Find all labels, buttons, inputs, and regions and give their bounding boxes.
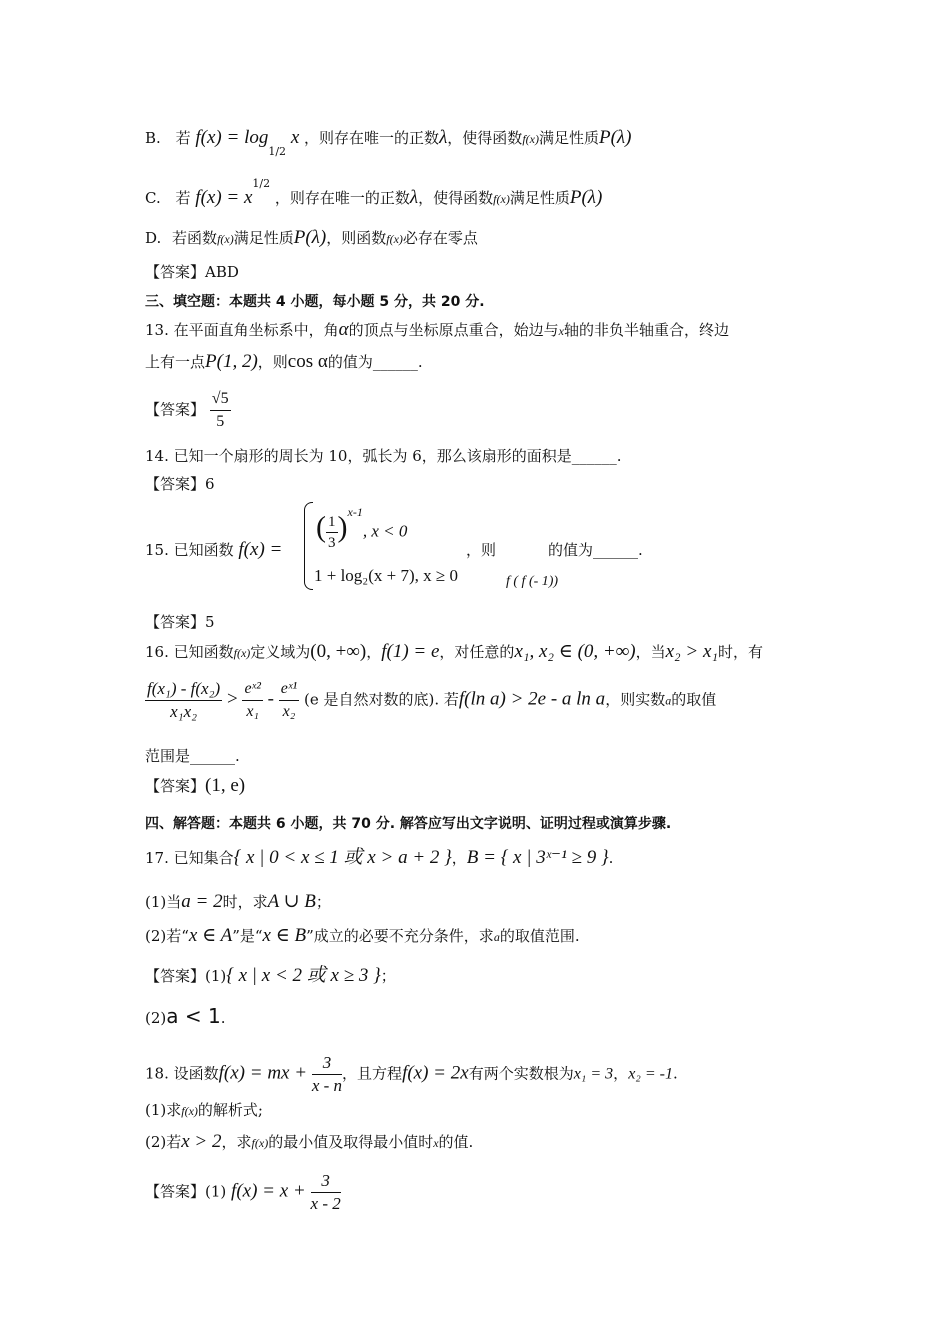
answer-18	[145, 1170, 341, 1215]
text: 满足性质	[233, 229, 294, 247]
text: 的顶点与坐标原点重合，始边与	[348, 321, 559, 339]
text: ，则	[466, 541, 497, 559]
option-b	[145, 127, 632, 158]
answer-15	[145, 612, 215, 632]
fraction-denominator: x₂	[282, 703, 296, 720]
answer-value: 5	[205, 613, 215, 631]
math-cos: cos α	[287, 351, 328, 372]
answer-value: (1, e)	[205, 775, 246, 796]
math-x-in-a: x ∈ A	[188, 925, 233, 946]
piecewise-case-1: ( $\frac{1}{3}$ )$^{x-1}$, x < 0	[316, 504, 408, 551]
text: 满足性质	[509, 189, 570, 207]
text: ”成立的必要不充分条件，求	[306, 927, 494, 945]
text: ，使得函数	[418, 189, 494, 207]
math-ineq: x₂ > x₁	[665, 641, 719, 662]
text: 的取值范围.	[499, 927, 580, 945]
answer-label: 【答案】	[145, 777, 206, 795]
math-domain: (0, +∞)	[310, 641, 367, 662]
answer-label: 【答案】	[145, 1182, 206, 1201]
fraction-numerator: eˣ¹	[279, 678, 299, 701]
fraction	[326, 512, 338, 553]
text: ，则存在唯一的正数	[274, 189, 410, 207]
text: ，则存在唯一的正数	[304, 129, 440, 147]
fraction-denominator: x₁x₂	[170, 702, 198, 721]
text: 上有一点	[145, 353, 206, 371]
math-fx: f(x) = mx +	[218, 1062, 308, 1084]
text: 若	[175, 189, 191, 207]
piecewise-case-2: 1 + log₂(x + 7), x ≥ 0	[314, 566, 458, 585]
math-x: x	[558, 324, 564, 338]
text: (1)	[205, 1182, 227, 1201]
text: ；	[380, 967, 396, 985]
math-condition: x > 2	[181, 1131, 222, 1152]
exponent: x-1	[347, 504, 363, 519]
math-fx: f(x)	[217, 232, 234, 246]
fraction-denominator: 5	[216, 413, 225, 430]
question-18	[145, 1052, 678, 1097]
text: ；	[315, 893, 331, 911]
answer-label: 【答案】	[145, 613, 206, 631]
text: (e 是自然对数的底). 若	[303, 690, 459, 709]
text: 15. 已知函数	[145, 541, 234, 559]
text: 的值为______.	[327, 353, 423, 371]
text: .	[608, 849, 614, 867]
math-root-2: x₂ = -1	[628, 1065, 673, 1083]
math-x12: x₁, x₂ ∈ (0, +∞)	[514, 641, 636, 662]
rhs-fraction-1	[242, 678, 262, 723]
answer-value: ABD	[205, 263, 239, 281]
math-f1: f(1) = e	[381, 641, 440, 662]
fraction-numerator: 1	[326, 512, 338, 533]
text: 的值.	[438, 1133, 474, 1151]
math-union: A ∪ B	[267, 891, 316, 912]
math-fx: f(x)	[251, 1136, 269, 1150]
math-power: f(x) = x	[195, 187, 253, 208]
section-3-heading: 三、填空题：本题共 4 小题，每小题 5 分，共 20 分.	[145, 294, 485, 310]
question-17-part-2	[145, 926, 580, 947]
question-13	[145, 320, 729, 341]
text: ，	[366, 643, 382, 661]
option-label: C.	[145, 189, 161, 207]
text: (1)求	[145, 1101, 182, 1119]
math-fx: f(x)	[233, 646, 251, 660]
answer-14	[145, 474, 215, 494]
math-x-in-b: x ∈ B	[262, 925, 307, 946]
text: ，则	[257, 353, 288, 371]
text: ，使得函数	[447, 129, 523, 147]
math-lambda: λ	[409, 187, 419, 208]
text: 13. 在平面直角坐标系中，角	[145, 321, 339, 339]
text: ，则函数	[326, 229, 387, 247]
fraction-numerator: √5	[210, 388, 231, 411]
fraction-numerator: 3	[311, 1170, 341, 1193]
question-15-tail	[466, 540, 643, 560]
question-13-cont	[145, 352, 423, 372]
lhs-fraction	[145, 678, 222, 723]
option-d	[145, 228, 478, 249]
math-log: f(x) = log	[195, 127, 269, 148]
math-fx: f(x)	[493, 192, 510, 206]
math-lambda: λ	[439, 127, 448, 148]
option-label: D.	[145, 229, 162, 247]
answer-12	[145, 262, 239, 282]
rhs-fraction-2	[279, 678, 299, 723]
text: (2)若	[145, 1133, 182, 1151]
math-root-1: x₁ = 3	[573, 1065, 614, 1083]
text: ，对任意的	[439, 643, 515, 661]
math-ff: f ( f (- 1))	[506, 574, 559, 589]
text: ，	[613, 1064, 629, 1083]
math-fx: f(x)	[386, 232, 403, 246]
text: 的解析式;	[197, 1101, 263, 1119]
question-18-part-2	[145, 1132, 473, 1153]
fraction	[312, 1052, 342, 1097]
text: 16. 已知函数	[145, 643, 234, 661]
answer-value: a < 1	[166, 1004, 221, 1028]
math-fx: f(x)	[522, 132, 539, 146]
text: 的取值	[671, 690, 717, 709]
text: 的值为______.	[548, 541, 643, 559]
answer-value: 6	[205, 475, 215, 493]
math-fx: f(x) = x +	[231, 1180, 306, 1202]
text: ”是“	[232, 927, 263, 945]
case-condition: , x < 0	[362, 521, 408, 541]
text: ，	[451, 849, 467, 867]
text: 轴的非负半轴重合，终边	[563, 321, 729, 339]
math-point: P(1, 2)	[205, 351, 258, 372]
fraction-denominator: x - n	[311, 1076, 343, 1095]
answer-fraction	[210, 388, 231, 433]
text: 18. 设函数	[145, 1064, 219, 1083]
fraction-numerator: f(x₁) - f(x₂)	[145, 678, 222, 701]
text: 时，有	[718, 643, 764, 661]
text: (1)	[205, 967, 227, 985]
math-x: x	[433, 1136, 439, 1150]
exponent: 1/2	[252, 177, 271, 190]
answer-17-1	[145, 966, 396, 986]
question-16-formula	[145, 678, 716, 723]
question-14: 14. 已知一个扇形的周长为 10，弧长为 6，那么该扇形的面积是______.	[145, 447, 622, 465]
log-base: 1/2	[268, 145, 287, 158]
answer-17-2	[145, 1006, 225, 1028]
fraction-denominator: 3	[328, 535, 336, 551]
question-17-part-1	[145, 892, 331, 912]
text: ，求	[221, 1133, 252, 1151]
answer-13	[145, 388, 231, 433]
text: (2)	[145, 1009, 167, 1027]
question-17	[145, 848, 613, 868]
math-a: a	[493, 930, 500, 944]
text: 若	[175, 129, 191, 147]
fraction	[311, 1170, 341, 1215]
option-c	[145, 177, 603, 209]
math-prop: P(λ)	[569, 187, 603, 208]
answer-label: 【答案】	[145, 475, 206, 493]
math-alpha: α	[338, 319, 349, 340]
math-fx: f(x)	[181, 1104, 198, 1118]
question-16-cont: 范围是______.	[145, 747, 240, 765]
math-prop: P(λ)	[293, 227, 327, 248]
math-var: x	[290, 127, 300, 148]
math-fx: f(x) =	[238, 539, 283, 560]
math-a-value: a = 2	[181, 891, 223, 912]
text: 时，求	[222, 893, 268, 911]
option-label: B.	[145, 129, 161, 147]
text: ，则实数	[605, 690, 666, 709]
question-18-part-1	[145, 1100, 263, 1121]
text: 定义域为	[250, 643, 311, 661]
answer-16	[145, 776, 245, 796]
math-gt: >	[226, 688, 238, 710]
text: (2)若“	[145, 927, 189, 945]
text: 若函数	[172, 229, 218, 247]
fraction-denominator: x₁	[246, 703, 259, 720]
section-4-heading: 四、解答题：本题共 6 小题，共 70 分. 解答应写出文字说明、证明过程或演算步骤.	[145, 816, 672, 832]
question-15	[145, 540, 282, 560]
fraction-numerator: eˣ²	[242, 678, 262, 701]
text: 有两个实数根为	[468, 1064, 574, 1083]
text: .	[220, 1009, 226, 1027]
text: ，当	[635, 643, 666, 661]
text: 必存在零点	[402, 229, 478, 247]
text: .	[672, 1064, 678, 1083]
answer-label: 【答案】	[145, 967, 206, 985]
math-minus: -	[267, 688, 274, 710]
math-prop: P(λ)	[598, 127, 632, 148]
math-set-a: { x | 0 < x ≤ 1 或 x > a + 2 }	[233, 847, 452, 868]
piecewise-brace	[304, 502, 313, 590]
answer-label: 【答案】	[145, 400, 206, 419]
answer-label: 【答案】	[145, 263, 206, 281]
text: (1)当	[145, 893, 182, 911]
math-condition: f(ln a) > 2e - a ln a	[458, 688, 606, 710]
question-16	[145, 642, 763, 663]
math-a: a	[665, 693, 672, 708]
fraction-denominator: x - 2	[310, 1194, 341, 1213]
math-set-b: B = { x | 3ˣ⁻¹ ≥ 9 }	[466, 847, 609, 868]
answer-value: { x | x < 2 或 x ≥ 3 }	[226, 965, 381, 986]
fraction-numerator: 3	[312, 1052, 342, 1075]
text: ，且方程	[342, 1064, 403, 1083]
text: 17. 已知集合	[145, 849, 234, 867]
math-equation: f(x) = 2x	[402, 1062, 469, 1084]
text: 的最小值及取得最小值时	[268, 1133, 434, 1151]
text: 满足性质	[538, 129, 599, 147]
